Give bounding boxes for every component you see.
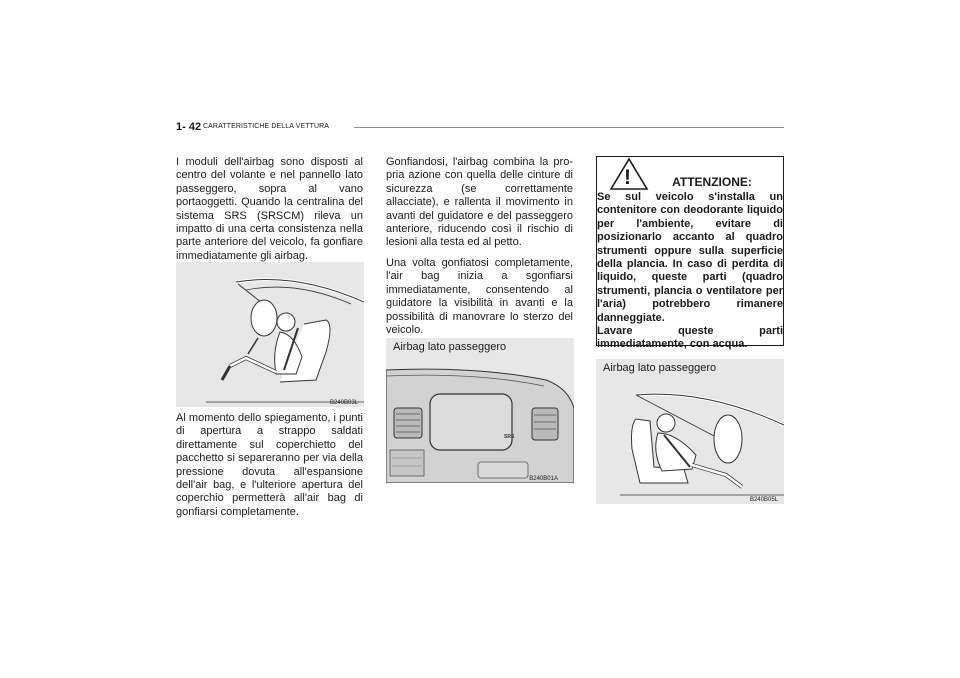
srs-label: SRS: [504, 434, 515, 440]
figure-passenger-airbag-side: [596, 359, 784, 504]
warning-box: [596, 156, 784, 351]
col1-paragraph-2: Al momento dello spiegamento, i punti di apertura a strappo saldati direttamente sul coperchietto del pacchetto si separeranno per via della pressione dovuta all'espansione dell'air bag, e l'ulteriore apertura del coperchio permetterà all'air bag di gonfiarsi completamente.: [176, 412, 363, 518]
dashboard-illustration: [386, 338, 574, 483]
figure-caption: Airbag lato passeggero: [603, 362, 717, 374]
col2-paragraph-1: Gonfiandosi, l'airbag combina la pro-pria azione con quella delle cinture di sicurezza (se correttamente allacciate), e rallenta il movimento in avanti del guidatore e del passeggero anteriore, riducendo così il rischio di lesioni alla testa ed al petto.: [386, 156, 573, 249]
warning-text-2: Lavare queste parti immediatamente, con acqua.: [597, 325, 783, 351]
figure-code: B240B01A: [529, 476, 558, 482]
warning-exclamation: !: [624, 166, 631, 189]
section-title: CARATTERISTICHE DELLA VETTURA: [203, 123, 330, 130]
page-number: 1- 42: [176, 121, 202, 133]
figure-passenger-airbag-dashboard: [386, 338, 574, 483]
warning-text: Se sul veicolo s'installa un contenitore con deodorante liquido per l'ambiente, evitare di posizionarlo accanto al quadro strumenti oppure sulla superficie della plancia. In caso di perdita di liquido, queste parti (quadro strumenti, plancia o ventilatore per l'aria) potrebbero rimanere danneggiate.: [597, 191, 783, 324]
header-rule: [354, 127, 784, 128]
figure-caption: Airbag lato passeggero: [393, 341, 507, 353]
driver-airbag-illustration: [176, 262, 364, 407]
figure-code: B240B05L: [749, 497, 778, 503]
warning-body: [597, 191, 783, 352]
warning-title: ATTENZIONE:: [672, 175, 752, 189]
col1-paragraph-1: I moduli dell'airbag sono disposti al centro del volante e nel pannello lato passeggero, sopra al vano portaoggetti. Quando la centralina del sistema SRS (SRSCM) rileva un impatto di una certa consistenza nella parte anteriore del veicolo, fa gonfiare immediatamente gli airbag.: [176, 156, 363, 262]
figure-code: B240B03L: [329, 400, 358, 406]
col2-paragraph-2: Una volta gonfiatosi completamente, l'air bag inizia a sgonfiarsi immediatamente, consentendo al guidatore la visibilità in avanti e la possibilità di manovrare lo sterzo del veicolo.: [386, 257, 573, 337]
passenger-airbag-illustration: [596, 359, 784, 504]
page-header: [176, 121, 786, 137]
figure-driver-airbag: [176, 262, 364, 407]
